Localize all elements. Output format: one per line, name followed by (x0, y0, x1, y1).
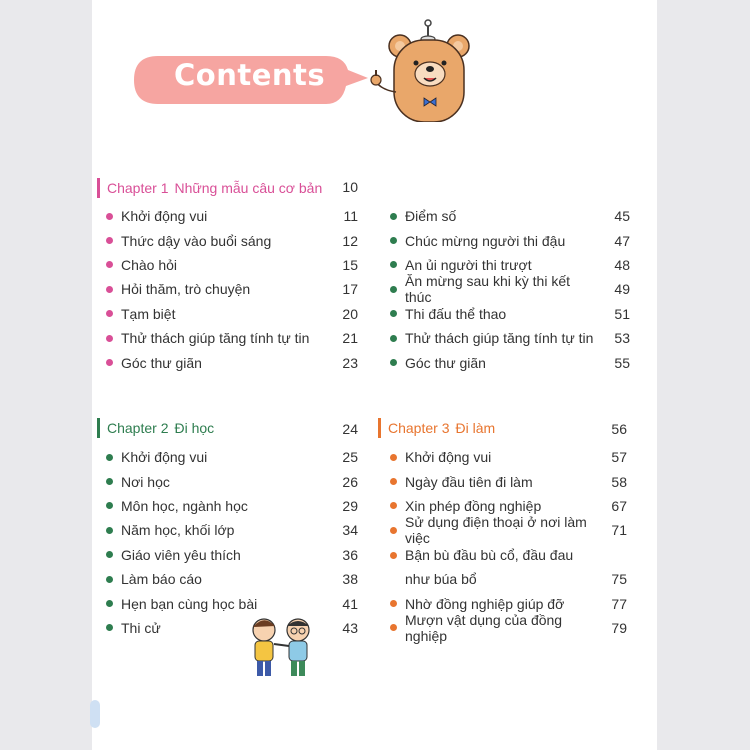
toc-entry-title: Nơi học (121, 473, 170, 490)
toc-entry-title: Khởi động vui (121, 208, 208, 225)
chapter-3-heading[interactable] (378, 417, 495, 439)
toc-entry[interactable] (106, 469, 358, 493)
bullet-dot-icon (390, 600, 397, 607)
toc-entry-page: 49 (614, 281, 630, 298)
bullet-dot-icon (106, 502, 113, 509)
toc-entry-title: Thử thách giúp tăng tính tự tin (121, 330, 310, 347)
toc-entry-page: 17 (342, 281, 358, 298)
toc-entry-title: Điểm số (405, 208, 457, 225)
toc-entry-page: 53 (614, 330, 630, 347)
toc-entry-title: Ngày đầu tiên đi làm (405, 473, 533, 490)
bullet-dot-icon (106, 551, 113, 558)
toc-entry-page: 45 (614, 208, 630, 225)
toc-entry-page: 38 (342, 571, 358, 588)
toc-entry[interactable] (106, 445, 358, 469)
toc-entry[interactable] (106, 277, 358, 301)
bear-mascot-icon (366, 18, 476, 122)
toc-entry-title: Bận bù đầu bù cổ, đầu đau như búa bổ (405, 546, 574, 587)
toc-entry-title: Chào hỏi (121, 256, 178, 273)
toc-entry-title: Thử thách giúp tăng tính tự tin (405, 330, 594, 347)
toc-entry-page: 20 (342, 305, 358, 322)
toc-entry-page: 26 (342, 473, 358, 490)
chapter-1-list-right (390, 204, 630, 375)
toc-entry-page: 67 (611, 497, 627, 514)
toc-entry[interactable] (390, 514, 627, 547)
bullet-dot-icon (106, 624, 113, 631)
toc-entry[interactable] (106, 494, 358, 518)
toc-entry-title: Tạm biệt (121, 305, 176, 322)
bullet-dot-icon (106, 335, 113, 342)
toc-entry-page: 47 (614, 232, 630, 249)
toc-entry[interactable] (390, 302, 630, 326)
chapter-3-page: 56 (611, 421, 627, 437)
toc-entry[interactable] (106, 204, 358, 228)
toc-entry-page: 57 (611, 449, 627, 466)
toc-entry-title: Hẹn bạn cùng học bài (121, 595, 258, 612)
chapter-1-page: 10 (342, 179, 358, 195)
bullet-dot-icon (106, 286, 113, 293)
bullet-dot-icon (106, 359, 113, 366)
bullet-dot-icon (106, 237, 113, 244)
bullet-dot-icon (390, 261, 397, 268)
toc-entry[interactable] (106, 543, 358, 567)
toc-entry-title: Xin phép đồng nghiệp (405, 497, 542, 514)
toc-entry[interactable] (106, 228, 358, 252)
toc-entry[interactable] (390, 350, 630, 374)
toc-entry-title: Thi cử (121, 619, 161, 636)
toc-entry[interactable] (106, 591, 358, 615)
toc-entry-title: Mượn vật dụng của đồng nghiệp (405, 611, 563, 644)
bullet-dot-icon (390, 502, 397, 509)
toc-entry-page: 77 (611, 595, 627, 612)
page-edge-tab (90, 700, 100, 728)
toc-entry-page: 41 (342, 595, 358, 612)
bullet-dot-icon (106, 576, 113, 583)
bullet-dot-icon (390, 359, 397, 366)
toc-entry[interactable] (106, 326, 358, 350)
bullet-dot-icon (106, 454, 113, 461)
toc-entry-page: 48 (614, 256, 630, 273)
toc-entry-title: Thi đấu thể thao (405, 305, 507, 322)
toc-entry-page: 58 (611, 473, 627, 490)
toc-entry-title: Giáo viên yêu thích (121, 546, 241, 563)
toc-entry-title: Thức dậy vào buổi sáng (121, 232, 272, 249)
toc-entry[interactable] (106, 253, 358, 277)
chapter-1-label: Chapter 1 Những mẫu câu cơ bản (107, 180, 323, 196)
toc-entry-page: 36 (342, 546, 358, 563)
bullet-dot-icon (106, 527, 113, 534)
toc-entry-page: 11 (343, 208, 358, 225)
bullet-dot-icon (106, 310, 113, 317)
bullet-dot-icon (390, 624, 397, 631)
bullet-dot-icon (390, 552, 397, 559)
toc-entry[interactable] (390, 543, 627, 592)
chapter-3-marker (378, 418, 381, 438)
bullet-dot-icon (390, 454, 397, 461)
toc-entry[interactable] (106, 302, 358, 326)
chapter-2-page: 24 (342, 421, 358, 437)
toc-entry-title: Môn học, ngành học (121, 497, 248, 514)
chapter-3-list (390, 445, 627, 644)
bullet-dot-icon (106, 478, 113, 485)
chapter-3-label: Chapter 3 Đi làm (388, 420, 496, 436)
toc-entry-title: Năm học, khối lớp (121, 522, 235, 539)
toc-entry-title: Làm báo cáo (121, 571, 202, 588)
toc-entry-page: 12 (342, 232, 358, 249)
toc-entry-title: Hỏi thăm, trò chuyện (121, 281, 251, 298)
bullet-dot-icon (390, 310, 397, 317)
bullet-dot-icon (106, 261, 113, 268)
toc-entry[interactable] (106, 518, 358, 542)
toc-entry-page: 51 (614, 305, 630, 322)
chapter-1-heading[interactable] (97, 177, 322, 199)
toc-entry-title: Khởi động vui (405, 449, 492, 466)
bullet-dot-icon (390, 478, 397, 485)
toc-entry-title: Chúc mừng người thi đậu (405, 232, 566, 249)
toc-entry[interactable] (106, 350, 358, 374)
chapter-2-heading[interactable] (97, 417, 214, 439)
toc-entry-title: Góc thư giãn (405, 354, 486, 371)
toc-entry[interactable] (390, 611, 627, 644)
toc-entry-page: 43 (342, 619, 358, 636)
toc-entry[interactable] (390, 326, 630, 350)
toc-entry-page: 29 (342, 497, 358, 514)
toc-entry-page: 25 (342, 449, 358, 466)
chapter-1-list-left (106, 204, 358, 375)
toc-entry-page: 15 (342, 256, 358, 273)
toc-entry-page: 71 (611, 522, 627, 539)
toc-entry-page: 34 (342, 522, 358, 539)
toc-entry-page: 21 (342, 330, 358, 347)
bullet-dot-icon (390, 527, 397, 534)
chapter-2-marker (97, 418, 100, 438)
bullet-dot-icon (390, 335, 397, 342)
toc-entry-title: Ăn mừng sau khi kỳ thi kết thúc (405, 273, 570, 306)
toc-entry[interactable] (390, 204, 630, 228)
bullet-dot-icon (106, 600, 113, 607)
toc-entry-page: 55 (614, 354, 630, 371)
bullet-dot-icon (390, 286, 397, 293)
toc-entry[interactable] (390, 469, 627, 493)
toc-entry[interactable] (390, 228, 630, 252)
toc-entry-page: 23 (342, 354, 358, 371)
toc-entry-page: 75 (611, 571, 627, 588)
toc-entry[interactable] (390, 445, 627, 469)
bullet-dot-icon (390, 213, 397, 220)
toc-entry-title: Nhờ đồng nghiệp giúp đỡ (405, 595, 565, 612)
chapter-2-list (106, 445, 358, 640)
bullet-dot-icon (390, 237, 397, 244)
contents-title: Contents (174, 58, 326, 92)
toc-entry-title: Góc thư giãn (121, 354, 202, 371)
students-illustration-icon (242, 614, 322, 678)
bullet-dot-icon (106, 213, 113, 220)
toc-entry-title: Sử dụng điện thoại ở nơi làm việc (405, 514, 587, 547)
toc-entry-page: 79 (611, 619, 627, 636)
chapter-1-marker (97, 178, 100, 198)
toc-entry[interactable] (390, 273, 630, 306)
toc-entry-title: Khởi động vui (121, 449, 208, 466)
toc-entry-title: An ủi người thi trượt (405, 256, 532, 273)
toc-entry[interactable] (106, 567, 358, 591)
chapter-2-label: Chapter 2 Đi học (107, 420, 215, 436)
